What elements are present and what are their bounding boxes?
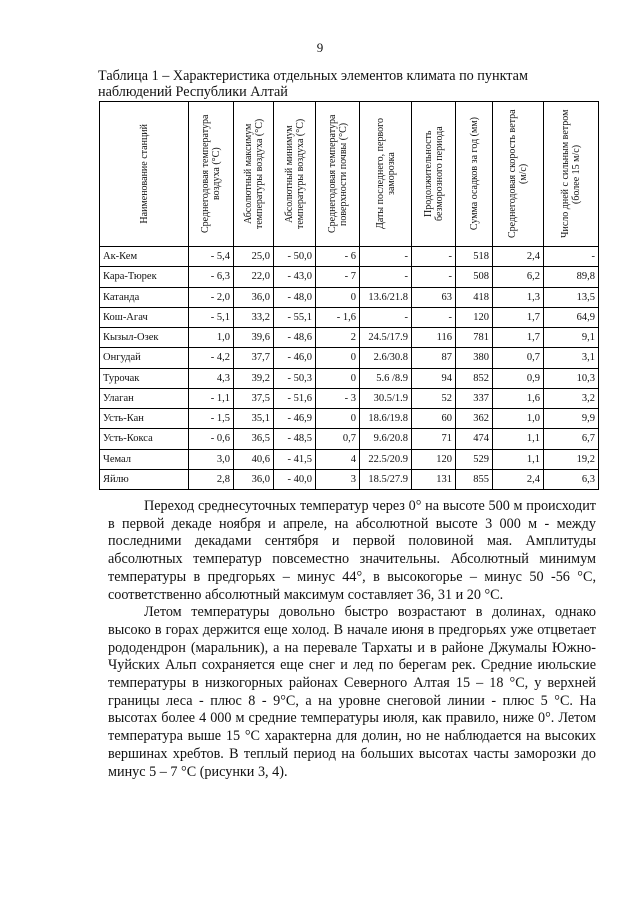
table-cell: 2.6/30.8 [360,348,412,368]
table-cell: 9,9 [544,409,599,429]
table-cell: 13.6/21.8 [360,287,412,307]
station-name-cell: Турочак [100,368,189,388]
table-cell: 6,3 [544,469,599,489]
table-cell: - 41,5 [274,449,316,469]
table-cell: 0 [316,409,360,429]
table-cell: 418 [456,287,493,307]
table-cell: 1,0 [493,409,544,429]
table-cell: - 50,3 [274,368,316,388]
table-cell: - 7 [316,267,360,287]
table-row [100,368,599,388]
station-name-cell: Кош-Агач [100,307,189,327]
table-cell: - 48,0 [274,287,316,307]
table-cell: 39,2 [234,368,274,388]
table-cell: - 40,0 [274,469,316,489]
table-cell: - 48,5 [274,429,316,449]
table-cell: 37,7 [234,348,274,368]
station-name-cell: Улаган [100,388,189,408]
column-header-label: Наименование станций [138,124,150,224]
table-cell: 518 [456,247,493,267]
station-name-cell: Яйлю [100,469,189,489]
station-name-cell: Кара-Тюрек [100,267,189,287]
table-cell: 9.6/20.8 [360,429,412,449]
table-cell: 3,1 [544,348,599,368]
table-cell: 18.6/19.8 [360,409,412,429]
station-name-cell: Чемал [100,449,189,469]
table-row [100,348,599,368]
table-cell: 1,6 [493,388,544,408]
paragraph: Переход среднесуточных температур через 0° на высоте 500 м происходит в первой декаде ноября и апреле, на абсолютной высоте 3 000 м - между последними декадами сентября и первой половиной мая. Амплитуды абсолютных температур повсеместно значительны. Абсолютный минимум температуры в предгорьях – минус 44°, в высокогорье – минус 50 -56 °С, соответственно абсолютный максимум составляет 36, 31 и 20 °С. [108,498,596,603]
table-cell: 36,0 [234,287,274,307]
table-cell: 0 [316,368,360,388]
table-cell: 1,1 [493,429,544,449]
table-cell: 64,9 [544,307,599,327]
table-cell: 9,1 [544,328,599,348]
table-cell: 6,2 [493,267,544,287]
table-cell: 0,9 [493,368,544,388]
table-cell: 71 [412,429,456,449]
table-cell: 52 [412,388,456,408]
table-row [100,388,599,408]
column-header [189,102,234,247]
table-cell: 0 [316,348,360,368]
column-header [100,102,189,247]
table-cell: - [360,247,412,267]
table-cell: 3,0 [189,449,234,469]
table-cell: 380 [456,348,493,368]
table-header-row [100,102,599,247]
table-cell: 1,3 [493,287,544,307]
table-cell: 2 [316,328,360,348]
table-cell: - [360,307,412,327]
table-cell: 0,7 [493,348,544,368]
column-header [493,102,544,247]
table-cell: 30.5/1.9 [360,388,412,408]
table-cell: - 51,6 [274,388,316,408]
column-header-label: Абсолютный минимум температуры воздуха (°С) [283,118,306,230]
table-cell: 24.5/17.9 [360,328,412,348]
column-header [544,102,599,247]
table-cell: 1,1 [493,449,544,469]
table-cell: 337 [456,388,493,408]
table-cell: - 1,5 [189,409,234,429]
table-cell: - 55,1 [274,307,316,327]
table-cell: 2,8 [189,469,234,489]
column-header [360,102,412,247]
column-header-label: Среднегодовая скорость ветра (м/с) [507,109,529,239]
climate-table [99,101,599,490]
column-header [412,102,456,247]
table-cell: - [412,307,456,327]
table-cell: - [412,267,456,287]
table-cell: - 43,0 [274,267,316,287]
table-cell: 19,2 [544,449,599,469]
table-cell: - 48,6 [274,328,316,348]
column-header-label: Продолжительность безморозного периода [422,126,445,222]
table-cell: 362 [456,409,493,429]
table-cell: 3,2 [544,388,599,408]
table-row [100,429,599,449]
table-cell: 116 [412,328,456,348]
table-row [100,409,599,429]
table-cell: 94 [412,368,456,388]
table-cell: 6,7 [544,429,599,449]
table-cell: 33,2 [234,307,274,327]
table-cell: 13,5 [544,287,599,307]
table-cell: - 6,3 [189,267,234,287]
table-cell: 25,0 [234,247,274,267]
table-cell: - 50,0 [274,247,316,267]
station-name-cell: Ак-Кем [100,247,189,267]
table-cell: 1,7 [493,328,544,348]
table-cell: 35,1 [234,409,274,429]
table-cell: 3 [316,469,360,489]
table-cell: - 46,0 [274,348,316,368]
table-cell: 2,4 [493,469,544,489]
table-cell: 2,4 [493,247,544,267]
table-cell: 87 [412,348,456,368]
table-cell: 781 [456,328,493,348]
page-number: 9 [316,40,324,55]
table-cell: 852 [456,368,493,388]
column-header-label: Среднегодовая температура поверхности почвы (°С) [326,114,349,234]
table-cell: 4 [316,449,360,469]
station-name-cell: Кызыл-Озек [100,328,189,348]
column-header-label: Среднегодовая температура воздуха (°С) [200,114,222,234]
table-cell: 18.5/27.9 [360,469,412,489]
table-cell: - 0,6 [189,429,234,449]
table-row [100,267,599,287]
table-cell: - 1,6 [316,307,360,327]
table-cell: 22,0 [234,267,274,287]
body-text [108,498,596,781]
table-row [100,247,599,267]
table-cell: 10,3 [544,368,599,388]
station-name-cell: Онгудай [100,348,189,368]
table-cell: - 5,1 [189,307,234,327]
table-cell: - 6 [316,247,360,267]
table-cell: - 3 [316,388,360,408]
station-name-cell: Усть-Кан [100,409,189,429]
table-cell: 0,7 [316,429,360,449]
table-cell: 1,0 [189,328,234,348]
table-cell: - [360,267,412,287]
table-cell: - [544,247,599,267]
station-name-cell: Усть-Кокса [100,429,189,449]
column-header [456,102,493,247]
table-row [100,287,599,307]
table-cell: 5.6 /8.9 [360,368,412,388]
table-cell: - [412,247,456,267]
paragraph: Летом температуры довольно быстро возрастают в долинах, однако высоко в горах держится еще холод. В начале июня в предгорьях уже отцветает рододендрон (маральник), а на перевале Тархаты и в районе Джумалы Южно-Чуйских Альп сохраняется еще снег и лед по берегам рек. Средние июльские температуры в низкогорных районах Северного Алтая 15 – 18 °С, у верхней границы леса - плюс 8 - 9°С, а на уровне снеговой линии - плюс 5 °С. На высотах более 4 000 м средние температуры июля, как правило, ниже 0°. Летом температура выше 15 °С характерна для долин, но не наблюдается на высоких вершинах хребтов. В теплый период на больших высотах часты заморозки до минус 5 – 7 °С (рисунки 3, 4). [108,604,596,780]
table-cell: 1,7 [493,307,544,327]
column-header [234,102,274,247]
column-header-label: Сумма осадков за год (мм) [468,117,480,231]
table-cell: 120 [412,449,456,469]
table-cell: 89,8 [544,267,599,287]
table-cell: 63 [412,287,456,307]
column-header [316,102,360,247]
table-cell: - 46,9 [274,409,316,429]
table-cell: 36,0 [234,469,274,489]
table-cell: 0 [316,287,360,307]
table-cell: 474 [456,429,493,449]
table-cell: 40,6 [234,449,274,469]
table-cell: 60 [412,409,456,429]
table-cell: 508 [456,267,493,287]
table-cell: - 2,0 [189,287,234,307]
table-row [100,328,599,348]
table-cell: 36,5 [234,429,274,449]
table-cell: 37,5 [234,388,274,408]
table-body [100,247,599,490]
table-cell: 120 [456,307,493,327]
table-cell: - 1,1 [189,388,234,408]
column-header [274,102,316,247]
table-cell: - 5,4 [189,247,234,267]
column-header-label: Число дней с сильным ветром (более 15 м/с) [560,109,582,239]
station-name-cell: Катанда [100,287,189,307]
table-cell: 855 [456,469,493,489]
table-cell: 39,6 [234,328,274,348]
table-row [100,449,599,469]
column-header-label: Абсолютный максимум температуры воздуха (°С) [242,118,265,230]
table-row [100,307,599,327]
column-header-label: Даты последнего, первого заморозка [374,118,397,230]
table-caption: Таблица 1 – Характеристика отдельных элементов климата по пунктам наблюдений Республики Алтай [98,68,528,100]
table-cell: 4,3 [189,368,234,388]
table-cell: 529 [456,449,493,469]
table-row [100,469,599,489]
table-cell: 22.5/20.9 [360,449,412,469]
table-cell: 131 [412,469,456,489]
table-cell: - 4,2 [189,348,234,368]
